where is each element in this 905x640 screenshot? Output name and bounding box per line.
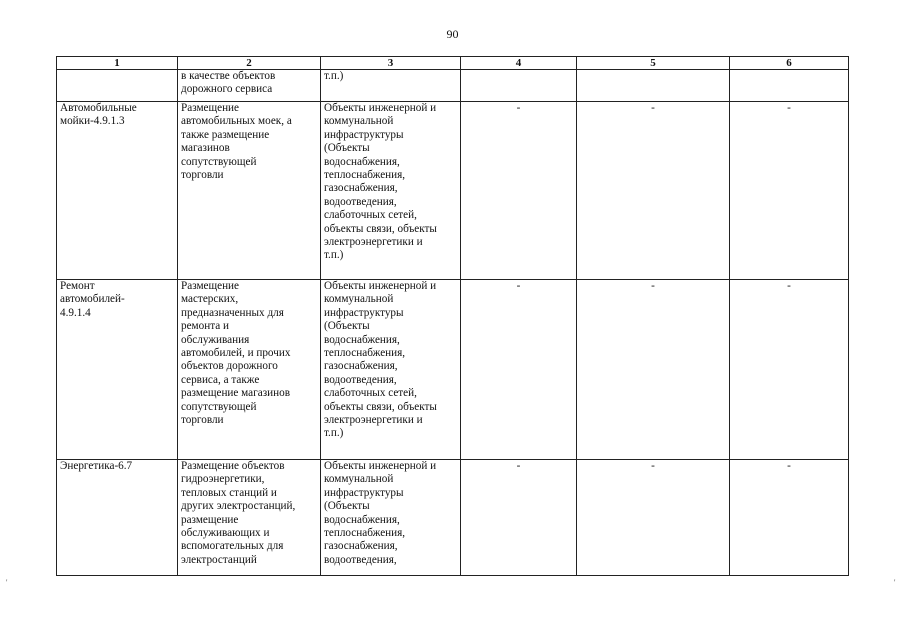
cell-col4: - [461,460,577,576]
column-header-4: 4 [461,57,577,70]
cell-auxiliary-objects: т.п.) [321,70,461,102]
cell-col5 [577,70,730,102]
column-header-6: 6 [730,57,849,70]
cell-auxiliary-objects: Объекты инженерной и коммунальной инфраструктуры (Объекты водоснабжения, теплоснабжения, газоснабжения, водоотведения, [321,460,461,576]
cell-use-type: Энергетика-6.7 [57,460,178,576]
cell-col5: - [577,460,730,576]
margin-scan-mark: ' [894,578,896,587]
cell-auxiliary-objects: Объекты инженерной и коммунальной инфраструктуры (Объекты водоснабжения, теплоснабжения, газоснабжения, водоотведения, слаботочных сетей, объекты связи, объекты электроэнергетики и т.п.) [321,102,461,280]
cell-use-type [57,70,178,102]
cell-description: Размещение объектов гидроэнергетики, тепловых станций и других электростанций, размещение обслуживающих и вспомогательных для электростанций [178,460,321,576]
page-number: 90 [446,27,459,41]
table-row [57,70,849,102]
table-row [57,460,849,576]
cell-col5: - [577,102,730,280]
margin-scan-mark: ' [6,578,8,587]
cell-col6: - [730,460,849,576]
table-row [57,280,849,460]
column-header-3: 3 [321,57,461,70]
cell-description: в качестве объектов дорожного сервиса [178,70,321,102]
cell-description: Размещение мастерских, предназначенных для ремонта и обслуживания автомобилей, и прочих объектов дорожного сервиса, а также размещение магазинов сопутствующей торговли [178,280,321,460]
cell-use-type: Ремонт автомобилей- 4.9.1.4 [57,280,178,460]
column-header-2: 2 [178,57,321,70]
cell-col5: - [577,280,730,460]
cell-use-type: Автомобильные мойки-4.9.1.3 [57,102,178,280]
table-header-row [57,57,849,70]
column-header-5: 5 [577,57,730,70]
cell-col6: - [730,280,849,460]
cell-col6 [730,70,849,102]
table-row [57,102,849,280]
cell-auxiliary-objects: Объекты инженерной и коммунальной инфраструктуры (Объекты водоснабжения, теплоснабжения, газоснабжения, водоотведения, слаботочных сетей, объекты связи, объекты электроэнергетики и т.п.) [321,280,461,460]
cell-col4: - [461,280,577,460]
column-header-1: 1 [57,57,178,70]
land-use-table [56,56,849,576]
cell-col6: - [730,102,849,280]
cell-col4 [461,70,577,102]
cell-col4: - [461,102,577,280]
cell-description: Размещение автомобильных моек, а также размещение магазинов сопутствующей торговли [178,102,321,280]
